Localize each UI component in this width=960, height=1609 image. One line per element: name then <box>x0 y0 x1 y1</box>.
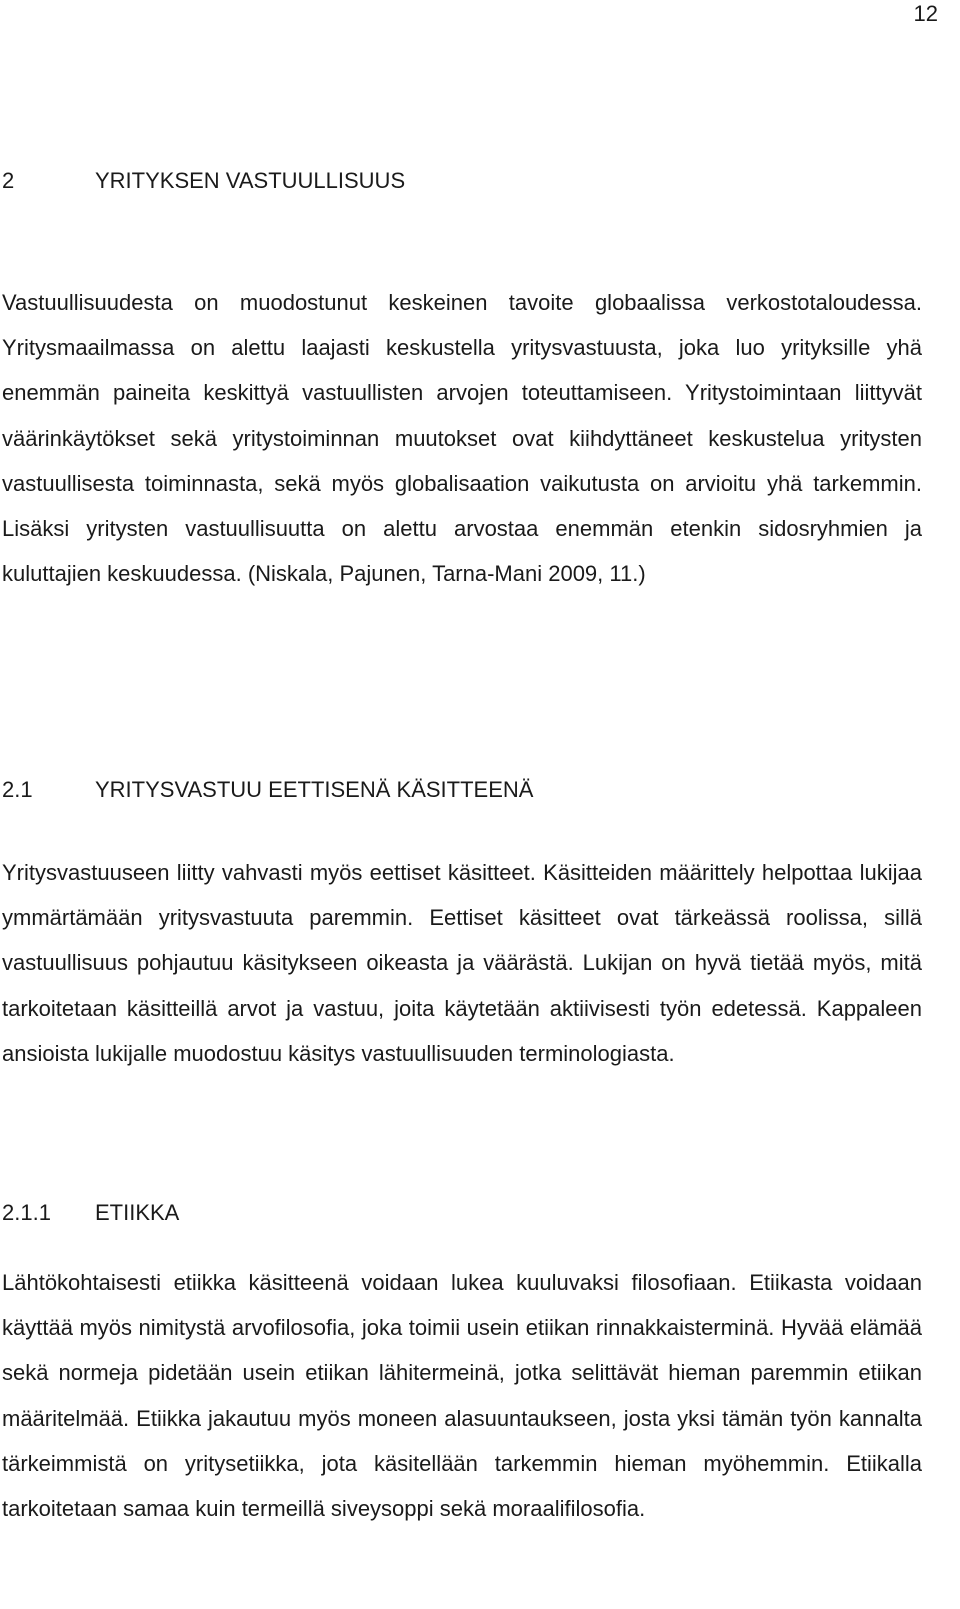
section-title: ETIIKKA <box>95 1200 180 1225</box>
section-title: YRITYKSEN VASTUULLISUUS <box>95 168 406 193</box>
section-number: 2 <box>2 168 15 193</box>
section-paragraph-2-1: Yritysvastuuseen liitty vahvasti myös eettiset käsitteet. Käsitteiden määrittely helpottaa lukijaa ymmärtämään yritysvastuuta paremmin. Eettiset käsitteet ovat tärkeässä roolissa, sillä vastuullisuus pohjautuu käsitykseen oikeasta ja väärästä. Lukijan on hyvä tietää myös, mitä tarkoitetaan käsitteillä arvot ja vastuu, joita käytetään aktiivisesti työn edetessä. Kappaleen ansioista lukijalle muodostuu käsitys vastuullisuuden terminologiasta. <box>2 860 922 1066</box>
page-number: 12 <box>913 1 938 26</box>
section-heading-2-1-1 <box>2 1199 180 1227</box>
section-paragraph-2: Vastuullisuudesta on muodostunut keskeinen tavoite globaalissa verkostotaloudessa. Yritysmaailmassa on alettu laajasti keskustella yritysvastuusta, joka luo yrityksille yhä enemmän paineita keskittyä vastuullisten arvojen toteuttamiseen. Yritystoimintaan liittyvät väärinkäytökset sekä yritystoiminnan muutokset ovat kiihdyttäneet keskustelua yritysten vastuullisesta toiminnasta, sekä myös globalisaation vaikutusta on arvioitu yhä tarkemmin. Lisäksi yritysten vastuullisuutta on alettu arvostaa enemmän etenkin sidosryhmien ja kuluttajien keskuudessa. (Niskala, Pajunen, Tarna-Mani 2009, 11.) <box>2 290 922 587</box>
section-heading-2 <box>2 167 406 195</box>
section-number: 2.1 <box>2 777 33 802</box>
section-paragraph-2-1-1: Lähtökohtaisesti etiikka käsitteenä voidaan lukea kuuluvaksi filosofiaan. Etiikasta voidaan käyttää myös nimitystä arvofilosofia, joka toimii usein etiikan rinnakkaisterminä. Hyvää elämää sekä normeja pidetään usein etiikan lähitermeinä, jotka selittävät hieman paremmin etiikan määritelmää. Etiikka jakautuu myös moneen alasuuntaukseen, josta yksi tämän työn kannalta tärkeimmistä on yritysetiikka, jota käsitellään tarkemmin hieman myöhemmin. Etiikalla tarkoitetaan samaa kuin termeillä siveysoppi sekä moraalifilosofia. <box>2 1270 922 1522</box>
section-heading-2-1 <box>2 776 534 804</box>
section-number: 2.1.1 <box>2 1200 51 1225</box>
section-title: YRITYSVASTUU EETTISENÄ KÄSITTEENÄ <box>95 777 534 802</box>
